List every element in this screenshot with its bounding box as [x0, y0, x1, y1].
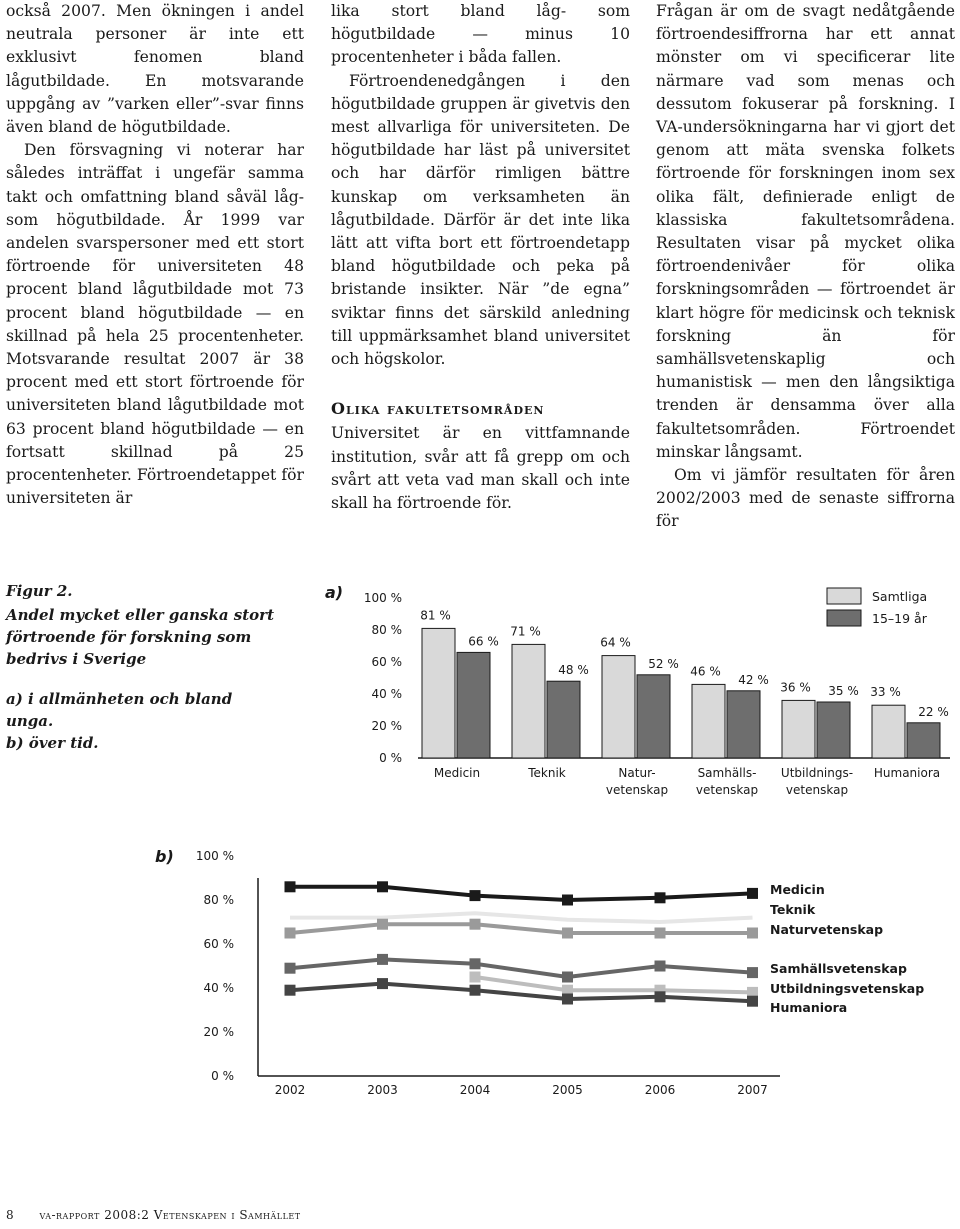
bar [872, 705, 905, 758]
series-marker [285, 985, 296, 996]
series-marker [747, 888, 758, 899]
category-label: Samhälls- [697, 766, 757, 780]
y-tick-label: 20 % [203, 1025, 234, 1039]
legend-label: 15–19 år [872, 611, 927, 626]
series-marker [285, 881, 296, 892]
series-marker [655, 928, 666, 939]
paragraph: också 2007. Men ökningen i andel neutrala personer är inte ett exklusivt fenomen bland lågutbildade. En motsvarande uppgång av ”varken eller”-svar finns även bland de högutbildade. [6, 2, 304, 137]
series-marker [747, 928, 758, 939]
series-marker [747, 996, 758, 1007]
x-tick-label: 2002 [274, 1083, 306, 1097]
legend-label: Medicin [770, 882, 825, 897]
y-tick-label: 100 % [195, 849, 234, 863]
series-marker [377, 919, 388, 930]
page-footer [6, 1208, 301, 1222]
series-line [290, 913, 753, 922]
x-tick-label: 2003 [367, 1083, 398, 1097]
series-marker [655, 961, 666, 972]
data-label: 66 % [468, 634, 499, 649]
category-label: Teknik [528, 766, 566, 780]
series-marker [562, 895, 573, 906]
category-label: vetenskap [785, 783, 849, 797]
figure-caption [6, 580, 276, 754]
series-marker [470, 919, 481, 930]
text-column-2 [331, 0, 630, 515]
data-label: 81 % [420, 608, 451, 623]
legend-label: Teknik [770, 902, 816, 917]
series-marker [562, 972, 573, 983]
data-label: 64 % [600, 635, 631, 650]
y-tick-label: 0 % [211, 1069, 234, 1083]
bar [907, 723, 940, 758]
paragraph: Den försvagning vi noterar har således inträffat i ungefär samma takt och omfattning bland såväl låg- som högutbildade. År 1999 var andelen svarspersoner med ett stort förtroende för universiteten 48 procent bland lågutbildade mot 73 procent bland högutbildade — en skillnad på hela 25 procentenheter. Motsvarande resultat 2007 är 38 procent med ett stort förtroende för universiteten bland lågutbildade mot 63 procent bland högutbildade — en fortsatt skillnad på 25 procentenheter. Förtroendetappet för universiteten är [6, 141, 304, 508]
legend-swatch [827, 610, 861, 626]
series-marker [655, 892, 666, 903]
bar [457, 652, 490, 758]
series-marker [470, 890, 481, 901]
paragraph: Förtroendenedgången i den högutbildade gruppen är givetvis den mest allvarliga för universiteten. De högutbildade har läst på universitet och har därför rimligen bättre kunskap om verksamheten än lågutbildade. Därför är det inte lika lätt att vifta bort ett förtroendetapp bland högutbildade och peka på bristande insikter. När ”de egna” sviktar finns det särskild anledning till uppmärksamhet bland universitet och högskolor. [331, 71, 630, 369]
series-marker [470, 972, 481, 983]
legend-label: Samhällsvetenskap [770, 961, 907, 976]
series-marker [747, 967, 758, 978]
series-marker [377, 954, 388, 965]
category-label: Utbildnings- [780, 766, 854, 780]
paragraph: Om vi jämför resultaten för åren 2002/2003 med de senaste siffrorna för [656, 466, 955, 531]
bar-chart [300, 575, 960, 810]
figure-part-a: a) i allmänheten och bland unga. [6, 690, 233, 730]
footer-source: va-rapport 2008:2 Vetenskapen i Samhället [39, 1208, 301, 1222]
data-label: 71 % [510, 624, 541, 639]
legend-label: Naturvetenskap [770, 922, 884, 937]
y-tick-label: 80 % [371, 623, 402, 637]
data-label: 33 % [870, 685, 901, 700]
x-tick-label: 2007 [737, 1083, 768, 1097]
data-label: 46 % [690, 664, 721, 679]
legend-label: Samtliga [872, 589, 928, 604]
series-line [290, 924, 753, 933]
y-tick-label: 0 % [379, 751, 402, 765]
y-tick-label: 80 % [203, 893, 234, 907]
bar [422, 628, 455, 758]
figure-title: Andel mycket eller ganska stort förtroende för forskning som bedrivs i Sverige [6, 606, 275, 668]
panel-label: b) [155, 847, 174, 866]
y-tick-label: 60 % [371, 655, 402, 669]
category-label: vetenskap [695, 783, 759, 797]
bar [602, 656, 635, 758]
section-heading: Olika fakultetsområden [331, 399, 545, 419]
legend-label: Humaniora [770, 1000, 848, 1015]
text-column-1 [6, 0, 304, 510]
series-marker [377, 978, 388, 989]
category-label: Natur- [618, 766, 656, 780]
bar [692, 684, 725, 758]
data-label: 42 % [738, 672, 769, 687]
x-tick-label: 2004 [459, 1083, 491, 1097]
paragraph: Frågan är om de svagt nedåtgående förtroendesiffrorna har ett annat mönster om vi specificerar lite närmare vad som menas och dessutom fokuserar på forskning. I VA-undersökningarna har vi gjort det genom att mäta svenska folkets förtroende för forskningen inom sex olika fält, definierade enligt de klassiska fakultetsområdena. Resultaten visar på mycket olika förtroendenivåer för olika forskningsområden — förtroendet är klart högre för medicinsk och teknisk forskning än för samhällsvetenskaplig och humanistisk — men den långsiktiga trenden är densamma över alla fakultetsområden. Förtroendet minskar långsamt. [656, 2, 955, 461]
line-chart [140, 840, 960, 1100]
bar [637, 675, 670, 758]
y-tick-label: 40 % [371, 687, 402, 701]
series-marker [377, 881, 388, 892]
series-marker [470, 958, 481, 969]
category-label: vetenskap [605, 783, 669, 797]
page-number: 8 [6, 1208, 14, 1222]
panel-label: a) [325, 583, 344, 602]
data-label: 35 % [828, 684, 859, 698]
series-line [290, 959, 753, 977]
series-marker [562, 994, 573, 1005]
series-marker [285, 928, 296, 939]
data-label: 52 % [648, 656, 679, 671]
category-label: Medicin [433, 766, 481, 780]
bar [547, 681, 580, 758]
legend-label: Utbildningsvetenskap [770, 981, 925, 996]
series-marker [562, 928, 573, 939]
series-marker [655, 991, 666, 1002]
category-label: Humaniora [873, 766, 941, 780]
bar [512, 644, 545, 758]
bar [782, 700, 815, 758]
bar [727, 691, 760, 758]
figure-part-b: b) över tid. [6, 734, 99, 752]
legend-swatch [827, 588, 861, 604]
data-label: 36 % [780, 680, 811, 695]
series-marker [285, 963, 296, 974]
x-tick-label: 2006 [644, 1083, 676, 1097]
y-tick-label: 20 % [371, 719, 402, 733]
figure-label: Figur 2. [6, 582, 73, 600]
y-tick-label: 40 % [203, 981, 234, 995]
paragraph: Universitet är en vittfamnande institution, svår att få grepp om och svårt att veta vad man skall och inte skall ha förtroende för. [331, 424, 630, 513]
paragraph: lika stort bland låg- som högutbildade — minus 10 procentenheter i båda fallen. [331, 2, 630, 67]
bar [817, 702, 850, 758]
data-label: 22 % [918, 704, 949, 719]
x-tick-label: 2005 [552, 1083, 583, 1097]
series-line [475, 977, 753, 992]
data-label: 48 % [558, 663, 589, 678]
series-marker [470, 985, 481, 996]
y-tick-label: 60 % [203, 937, 234, 951]
series-line [290, 887, 753, 900]
text-column-3 [656, 0, 955, 534]
y-tick-label: 100 % [363, 591, 402, 605]
